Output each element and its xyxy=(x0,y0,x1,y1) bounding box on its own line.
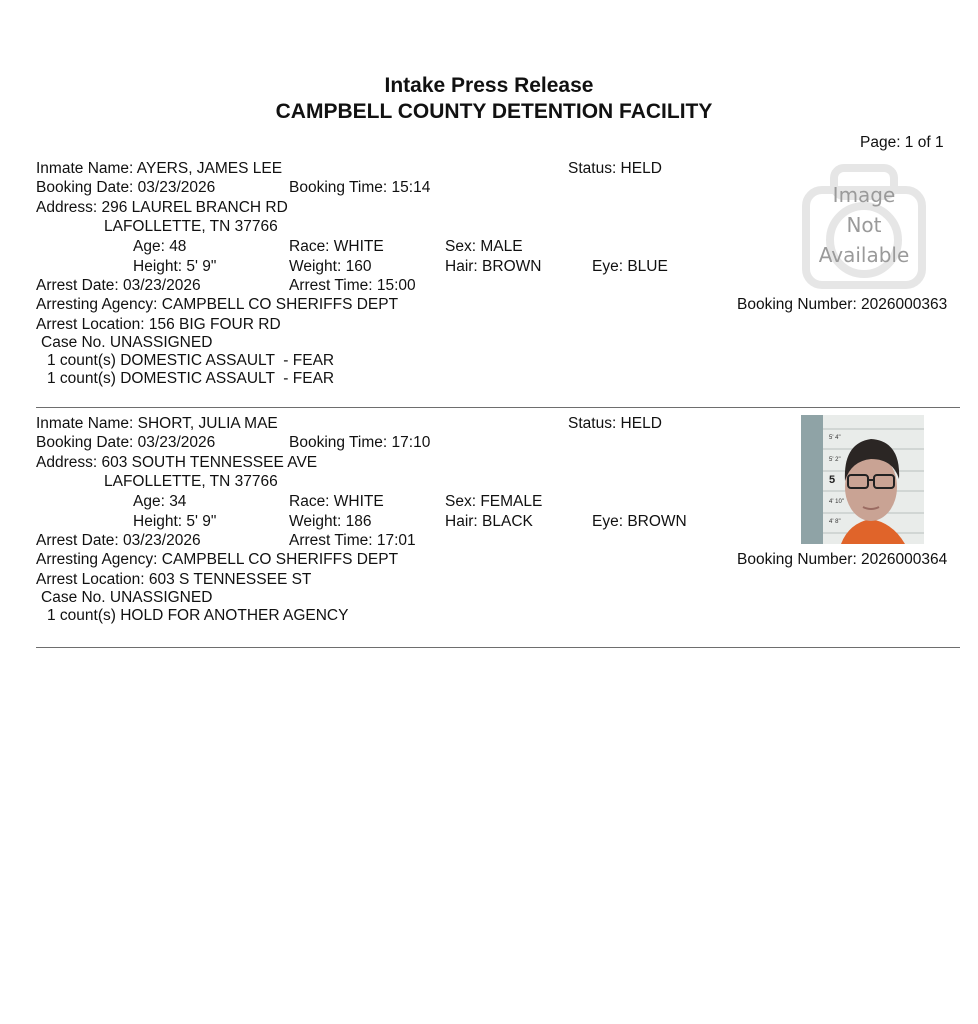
arresting-agency: Arresting Agency: CAMPBELL CO SHERIFFS DEPT xyxy=(36,296,399,313)
booking-photo xyxy=(801,415,924,544)
no-image-line-3: Available xyxy=(818,243,910,267)
case-number: Case No. UNASSIGNED xyxy=(41,589,213,606)
age: Age: 34 xyxy=(133,493,187,510)
booking-date: Booking Date: 03/23/2026 xyxy=(36,434,216,451)
race: Race: WHITE xyxy=(289,238,384,255)
race: Race: WHITE xyxy=(289,493,384,510)
inmate-name: Inmate Name: AYERS, JAMES LEE xyxy=(36,160,283,177)
height-mark: 5' 4" xyxy=(829,435,841,441)
age: Age: 48 xyxy=(133,238,187,255)
arrest-location: Arrest Location: 603 S TENNESSEE ST xyxy=(36,571,312,588)
sex: Sex: FEMALE xyxy=(445,493,543,510)
booking-time: Booking Time: 17:10 xyxy=(289,434,431,451)
charge: 1 count(s) DOMESTIC ASSAULT - FEAR xyxy=(47,352,335,369)
arrest-location: Arrest Location: 156 BIG FOUR RD xyxy=(36,316,281,333)
record-divider xyxy=(36,407,960,408)
arrest-time: Arrest Time: 17:01 xyxy=(289,532,416,549)
height: Height: 5' 9" xyxy=(133,258,217,275)
no-image-line-2: Not xyxy=(846,213,882,237)
height-mark: 5 xyxy=(829,474,836,486)
image-not-available-placeholder xyxy=(800,160,928,290)
sex: Sex: MALE xyxy=(445,238,523,255)
booking-time: Booking Time: 15:14 xyxy=(289,179,431,196)
eye: Eye: BROWN xyxy=(592,513,687,530)
status: Status: HELD xyxy=(568,415,662,432)
status: Status: HELD xyxy=(568,160,662,177)
address-line-1: Address: 296 LAUREL BRANCH RD xyxy=(36,199,288,216)
booking-number: Booking Number: 2026000364 xyxy=(737,551,948,568)
arrest-date: Arrest Date: 03/23/2026 xyxy=(36,277,201,294)
hair: Hair: BLACK xyxy=(445,513,533,530)
height: Height: 5' 9" xyxy=(133,513,217,530)
address-line-1: Address: 603 SOUTH TENNESSEE AVE xyxy=(36,454,318,471)
arrest-time: Arrest Time: 15:00 xyxy=(289,277,416,294)
case-number: Case No. UNASSIGNED xyxy=(41,334,213,351)
weight: Weight: 186 xyxy=(289,513,372,530)
record-divider xyxy=(36,647,960,648)
charge: 1 count(s) HOLD FOR ANOTHER AGENCY xyxy=(47,607,349,624)
address-line-2: LAFOLLETTE, TN 37766 xyxy=(104,218,278,235)
hair: Hair: BROWN xyxy=(445,258,542,275)
height-mark: 4' 10" xyxy=(829,499,844,505)
height-mark: 4' 8" xyxy=(829,519,841,525)
page-number: Page: 1 of 1 xyxy=(860,134,944,151)
weight: Weight: 160 xyxy=(289,258,372,275)
arresting-agency: Arresting Agency: CAMPBELL CO SHERIFFS DEPT xyxy=(36,551,399,568)
report-title: Intake Press Release xyxy=(384,74,594,97)
booking-number: Booking Number: 2026000363 xyxy=(737,296,948,313)
inmate-name: Inmate Name: SHORT, JULIA MAE xyxy=(36,415,278,432)
eye: Eye: BLUE xyxy=(592,258,668,275)
facility-name: CAMPBELL COUNTY DETENTION FACILITY xyxy=(275,100,713,123)
address-line-2: LAFOLLETTE, TN 37766 xyxy=(104,473,278,490)
charge: 1 count(s) DOMESTIC ASSAULT - FEAR xyxy=(47,370,335,387)
booking-date: Booking Date: 03/23/2026 xyxy=(36,179,216,196)
height-mark: 5' 2" xyxy=(829,457,841,463)
arrest-date: Arrest Date: 03/23/2026 xyxy=(36,532,201,549)
no-image-line-1: Image xyxy=(832,183,896,207)
